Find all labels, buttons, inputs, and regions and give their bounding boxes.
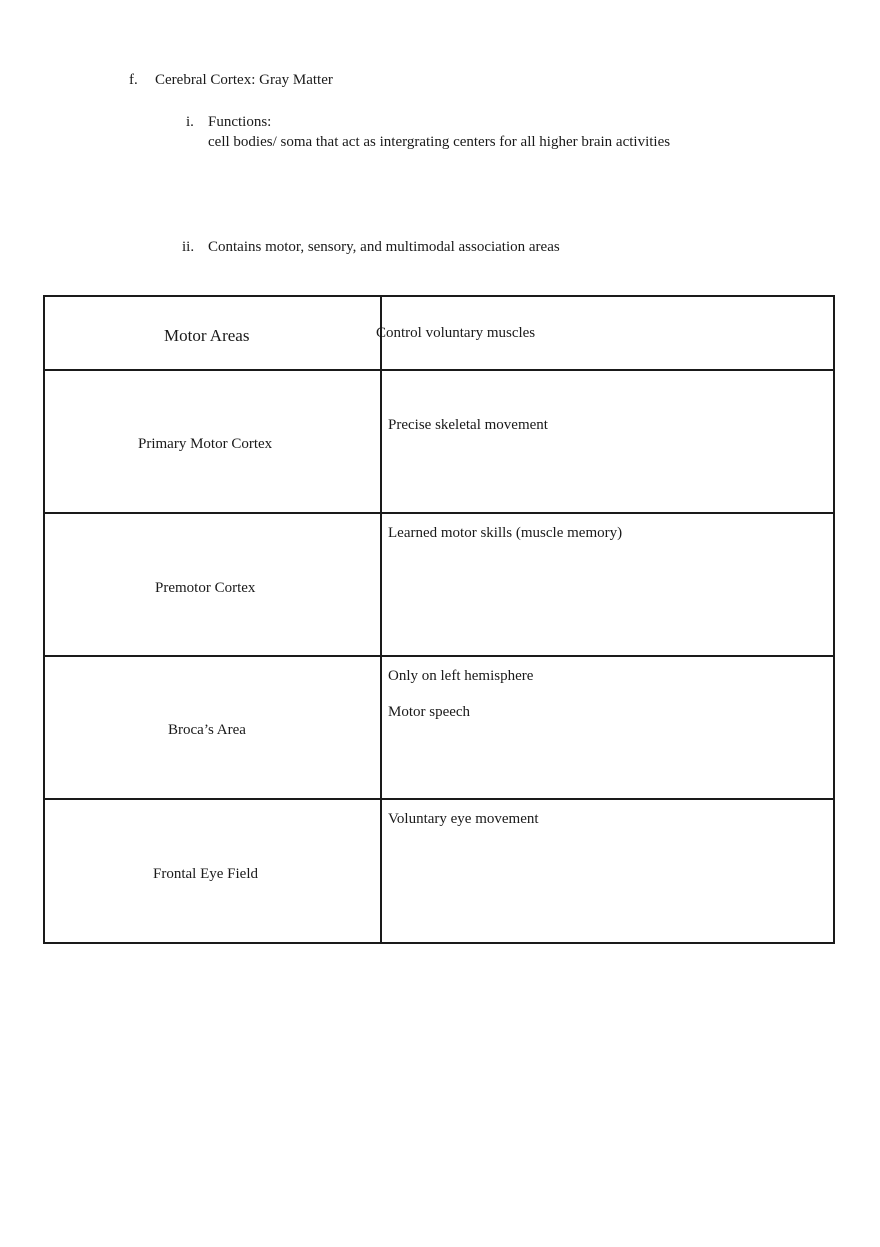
table-row-area: Premotor Cortex: [155, 580, 256, 596]
section-i-title: Functions:: [208, 114, 272, 130]
table-row-area: Broca’s Area: [168, 722, 246, 738]
table-row-divider: [45, 655, 833, 657]
motor-areas-table: [43, 295, 835, 944]
section-ii-marker: ii.: [182, 239, 195, 255]
section-i-text: cell bodies/ soma that act as intergrating centers for all higher brain activities: [208, 134, 671, 150]
section-i-marker: i.: [186, 114, 194, 130]
table-row-description: Voluntary eye movement: [388, 811, 539, 827]
table-header-left: Motor Areas: [164, 326, 250, 345]
table-column-divider: [380, 297, 382, 942]
table-row-divider: [45, 512, 833, 514]
table-row-area: Primary Motor Cortex: [138, 436, 273, 452]
section-f-title: Cerebral Cortex: Gray Matter: [155, 72, 333, 88]
table-row-description: Motor speech: [388, 704, 471, 720]
table-row-divider: [45, 369, 833, 371]
table-row-description: Learned motor skills (muscle memory): [388, 525, 623, 541]
table-row-divider: [45, 798, 833, 800]
table-row-description: Precise skeletal movement: [388, 417, 548, 433]
section-f-marker: f.: [129, 72, 138, 88]
table-header-right: Control voluntary muscles: [376, 325, 536, 341]
section-ii-text: Contains motor, sensory, and multimodal association areas: [208, 239, 560, 255]
table-row-area: Frontal Eye Field: [153, 866, 258, 882]
table-row-description: Only on left hemisphere: [388, 668, 534, 684]
